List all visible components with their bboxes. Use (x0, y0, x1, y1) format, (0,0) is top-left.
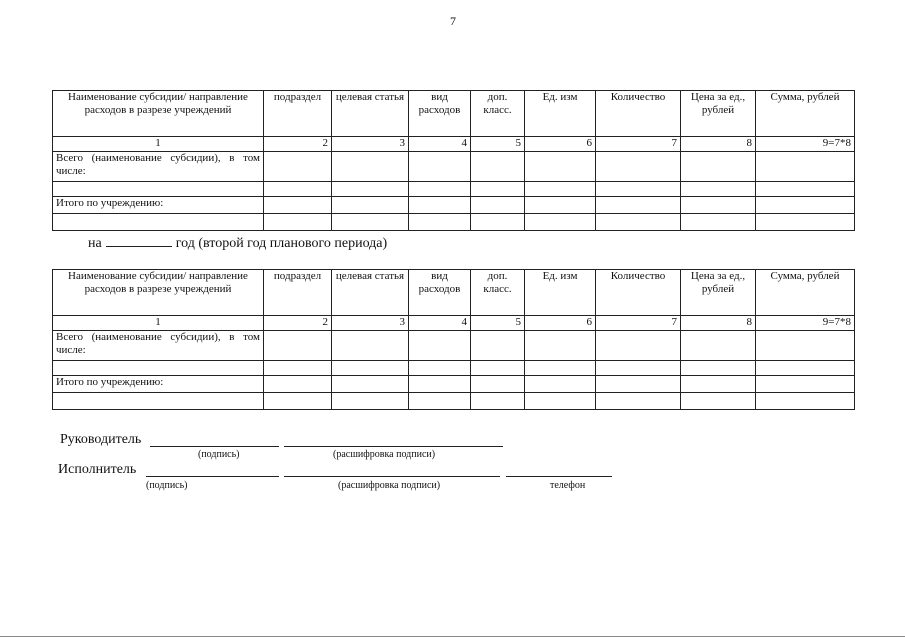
cell[interactable] (681, 182, 756, 197)
col-number: 7 (596, 316, 681, 331)
blank-row (53, 182, 855, 197)
header-subsection: подраздел (264, 91, 332, 137)
cell[interactable] (596, 393, 681, 410)
cell[interactable] (264, 182, 332, 197)
cell[interactable] (471, 182, 525, 197)
header-expense-type: вид расходов (409, 270, 471, 316)
header-target-article: целевая статья (332, 91, 409, 137)
col-number: 1 (53, 137, 264, 152)
cell[interactable] (332, 197, 409, 214)
col-number: 4 (409, 137, 471, 152)
cell[interactable] (756, 182, 855, 197)
cell[interactable] (756, 152, 855, 182)
cell[interactable] (681, 331, 756, 361)
total-row (53, 152, 855, 182)
cell[interactable] (264, 152, 332, 182)
cell[interactable] (264, 331, 332, 361)
col-number: 7 (596, 137, 681, 152)
year-blank[interactable] (106, 234, 172, 247)
page-number: 7 (450, 14, 456, 28)
cell[interactable] (525, 331, 596, 361)
cell[interactable] (471, 214, 525, 231)
executor-phone-line[interactable] (506, 476, 612, 477)
institution-total-row (53, 376, 855, 393)
executor-label: Исполнитель (58, 462, 137, 477)
header-unit-price: Цена за ед., рублей (681, 91, 756, 137)
cell[interactable] (681, 393, 756, 410)
col-number: 9=7*8 (756, 137, 855, 152)
header-sum: Сумма, рублей (756, 91, 855, 137)
cell[interactable] (525, 152, 596, 182)
cell[interactable] (409, 361, 471, 376)
total-row (53, 331, 855, 361)
cell[interactable] (53, 214, 264, 231)
cell[interactable] (409, 197, 471, 214)
header-extra-class: доп. класс. (471, 91, 525, 137)
col-number: 3 (332, 137, 409, 152)
subsidy-table-1 (52, 90, 855, 231)
cell[interactable] (596, 361, 681, 376)
cell[interactable] (53, 393, 264, 410)
cell[interactable] (332, 376, 409, 393)
cell[interactable] (681, 361, 756, 376)
cell[interactable] (525, 197, 596, 214)
cell[interactable] (409, 152, 471, 182)
year-caption (88, 234, 387, 252)
executor-phone-caption: телефон (550, 480, 586, 491)
cell[interactable] (596, 214, 681, 231)
cell[interactable] (756, 214, 855, 231)
head-decode-line[interactable] (284, 446, 503, 447)
executor-signature-line[interactable] (146, 476, 279, 477)
total-label: Всего (наименование субсидии), в том числе: (53, 152, 264, 182)
cell[interactable] (525, 376, 596, 393)
executor-decode-line[interactable] (284, 476, 500, 477)
cell[interactable] (409, 214, 471, 231)
cell[interactable] (525, 393, 596, 410)
year-suffix: год (второй год планового периода) (175, 236, 388, 251)
cell[interactable] (471, 376, 525, 393)
cell[interactable] (756, 197, 855, 214)
header-expense-type: вид расходов (409, 91, 471, 137)
cell[interactable] (681, 214, 756, 231)
page-edge-line (0, 636, 905, 637)
head-label: Руководитель (60, 432, 142, 447)
header-sum: Сумма, рублей (756, 270, 855, 316)
cell[interactable] (681, 152, 756, 182)
cell[interactable] (596, 152, 681, 182)
column-number-row (53, 316, 855, 331)
head-signature-line[interactable] (150, 446, 279, 447)
col-number: 6 (525, 137, 596, 152)
cell[interactable] (596, 331, 681, 361)
executor-decode-caption: (расшифровка подписи) (338, 480, 441, 491)
cell[interactable] (756, 331, 855, 361)
institution-total-row (53, 197, 855, 214)
cell[interactable] (332, 331, 409, 361)
header-unit-price: Цена за ед., рублей (681, 270, 756, 316)
blank-row (53, 361, 855, 376)
cell[interactable] (525, 361, 596, 376)
col-number: 4 (409, 316, 471, 331)
cell[interactable] (332, 152, 409, 182)
cell[interactable] (756, 376, 855, 393)
institution-total-label: Итого по учреждению: (53, 376, 264, 393)
col-number: 2 (264, 316, 332, 331)
cell[interactable] (471, 393, 525, 410)
column-number-row (53, 137, 855, 152)
head-signature-caption: (подпись) (198, 449, 240, 460)
cell[interactable] (264, 376, 332, 393)
executor-signature-caption: (подпись) (146, 480, 188, 491)
cell[interactable] (471, 331, 525, 361)
header-row (53, 270, 855, 316)
cell[interactable] (264, 197, 332, 214)
col-number: 2 (264, 137, 332, 152)
cell[interactable] (471, 152, 525, 182)
cell[interactable] (53, 361, 264, 376)
head-decode-caption: (расшифровка подписи) (333, 449, 436, 460)
cell[interactable] (596, 197, 681, 214)
cell[interactable] (471, 361, 525, 376)
col-number: 5 (471, 137, 525, 152)
header-extra-class: доп. класс. (471, 270, 525, 316)
col-number: 8 (681, 316, 756, 331)
cell[interactable] (525, 214, 596, 231)
col-number: 5 (471, 316, 525, 331)
col-number: 3 (332, 316, 409, 331)
cell[interactable] (332, 361, 409, 376)
cell[interactable] (525, 182, 596, 197)
col-number: 1 (53, 316, 264, 331)
header-quantity: Количество (596, 91, 681, 137)
blank-row (53, 214, 855, 231)
subsidy-table-2 (52, 269, 855, 410)
header-target-article: целевая статья (332, 270, 409, 316)
header-row (53, 91, 855, 137)
cell[interactable] (596, 182, 681, 197)
col-number: 6 (525, 316, 596, 331)
institution-total-label: Итого по учреждению: (53, 197, 264, 214)
cell[interactable] (471, 197, 525, 214)
cell[interactable] (409, 393, 471, 410)
cell[interactable] (264, 393, 332, 410)
blank-row (53, 393, 855, 410)
header-name: Наименование субсидии/ направление расходов в разрезе учреждений (53, 270, 264, 316)
cell[interactable] (681, 376, 756, 393)
cell[interactable] (409, 331, 471, 361)
header-subsection: подраздел (264, 270, 332, 316)
cell[interactable] (756, 361, 855, 376)
col-number: 8 (681, 137, 756, 152)
cell[interactable] (409, 376, 471, 393)
cell[interactable] (756, 393, 855, 410)
header-name: Наименование субсидии/ направление расходов в разрезе учреждений (53, 91, 264, 137)
cell[interactable] (264, 214, 332, 231)
total-label: Всего (наименование субсидии), в том числе: (53, 331, 264, 361)
header-unit: Ед. изм (525, 91, 596, 137)
cell[interactable] (596, 376, 681, 393)
col-number: 9=7*8 (756, 316, 855, 331)
cell[interactable] (681, 197, 756, 214)
cell[interactable] (332, 182, 409, 197)
cell[interactable] (264, 361, 332, 376)
header-quantity: Количество (596, 270, 681, 316)
cell[interactable] (332, 393, 409, 410)
header-unit: Ед. изм (525, 270, 596, 316)
cell[interactable] (409, 182, 471, 197)
cell[interactable] (332, 214, 409, 231)
cell[interactable] (53, 182, 264, 197)
year-prefix: на (88, 236, 102, 251)
